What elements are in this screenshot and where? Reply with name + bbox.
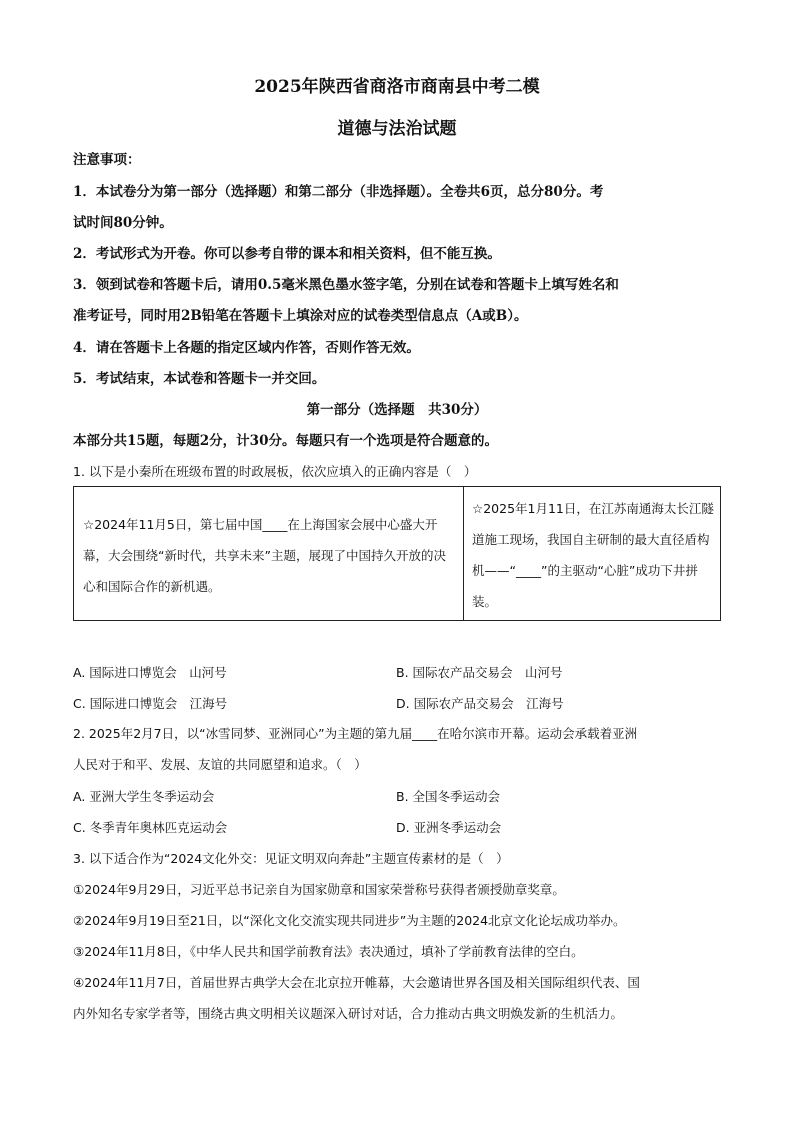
option-c[interactable]: C. 冬季青年奥林匹克运动会 — [73, 820, 228, 835]
notice-item: 2．考试形式为开卷。你可以参考自带的课本和相关资料，但不能互换。 — [73, 246, 501, 262]
question-3-item: ①2024年9月29日，习近平总书记亲自为国家勋章和国家荣誉称号获得者颁授勋章奖章。 — [73, 882, 565, 897]
exam-subtitle: 道德与法治试题 — [337, 119, 457, 139]
option-a[interactable]: A. 亚洲大学生冬季运动会 — [73, 789, 215, 804]
part1-heading: 第一部分（选择题 共30分） — [306, 402, 488, 418]
option-d[interactable]: D. 亚洲冬季运动会 — [396, 820, 502, 835]
exam-title: 2025年陕西省商洛市商南县中考二模 — [254, 77, 540, 97]
option-c[interactable]: C. 国际进口博览会 江海号 — [73, 696, 228, 711]
question-2-stem-cont: 人民对于和平、发展、友谊的共同愿望和追求。（ ） — [73, 757, 367, 772]
news-cell-left: ☆2024年11月5日，第七届中国____在上海国家会展中心盛大开幕，大会围绕“新时代，共享未来”主题，展现了中国持久开放的决心和国际合作的新机遇。 — [83, 517, 446, 594]
question-3-item: ②2024年9月19日至21日，以“深化文化交流实现共同进步”为主题的2024北京文化论坛成功举办。 — [73, 913, 626, 928]
notice-heading: 注意事项： — [73, 152, 141, 168]
question-3-item: ③2024年11月8日，《中华人民共和国学前教育法》表决通过，填补了学前教育法律的空白。 — [73, 944, 584, 959]
notice-item: 3．领到试卷和答题卡后，请用0.5毫米黑色墨水签字笔，分别在试卷和答题卡上填写姓名和 — [73, 277, 619, 293]
question-2-stem: 2. 2025年2月7日，以“冰雪同梦、亚洲同心”为主题的第九届____在哈尔滨市开幕。运动会承载着亚洲 — [73, 726, 638, 741]
table-divider — [463, 487, 464, 620]
question-3-stem: 3. 以下适合作为“2024文化外交：见证文明双向奔赴”主题宣传素材的是（ ） — [73, 851, 509, 866]
option-d[interactable]: D. 国际农产品交易会 江海号 — [396, 696, 564, 711]
notice-item: 5．考试结束，本试卷和答题卡一并交回。 — [73, 371, 326, 387]
part1-instructions: 本部分共15题，每题2分，计30分。每题只有一个选项是符合题意的。 — [73, 433, 498, 449]
option-b[interactable]: B. 国际农产品交易会 山河号 — [396, 665, 563, 680]
question-1-stem: 1. 以下是小秦所在班级布置的时政展板，依次应填入的正确内容是（ ） — [73, 464, 477, 479]
news-board-table — [73, 486, 721, 621]
question-3-item-cont: 内外知名专家学者等，围绕古典文明相关议题深入研讨对话，合力推动古典文明焕发新的生机活力。 — [73, 1006, 624, 1021]
news-cell-right: ☆2025年1月11日，在江苏南通海太长江隧道施工现场，我国自主研制的最大直径盾构机——“____”的主驱动“心脏”成功下井拼装。 — [472, 501, 714, 609]
option-b[interactable]: B. 全国冬季运动会 — [396, 789, 501, 804]
notice-item: 1．本试卷分为第一部分（选择题）和第二部分（非选择题）。全卷共6页，总分80分。考 — [73, 184, 604, 200]
question-3-item: ④2024年11月7日，首届世界古典学大会在北京拉开帷幕，大会邀请世界各国及相关国际组织代表、国 — [73, 975, 640, 990]
notice-item: 准考证号，同时用2B铅笔在答题卡上填涂对应的试卷类型信息点（A或B）。 — [73, 308, 528, 324]
notice-item: 试时间80分钟。 — [73, 215, 173, 231]
notice-item: 4．请在答题卡上各题的指定区域内作答，否则作答无效。 — [73, 340, 420, 356]
option-a[interactable]: A. 国际进口博览会 山河号 — [73, 665, 227, 680]
